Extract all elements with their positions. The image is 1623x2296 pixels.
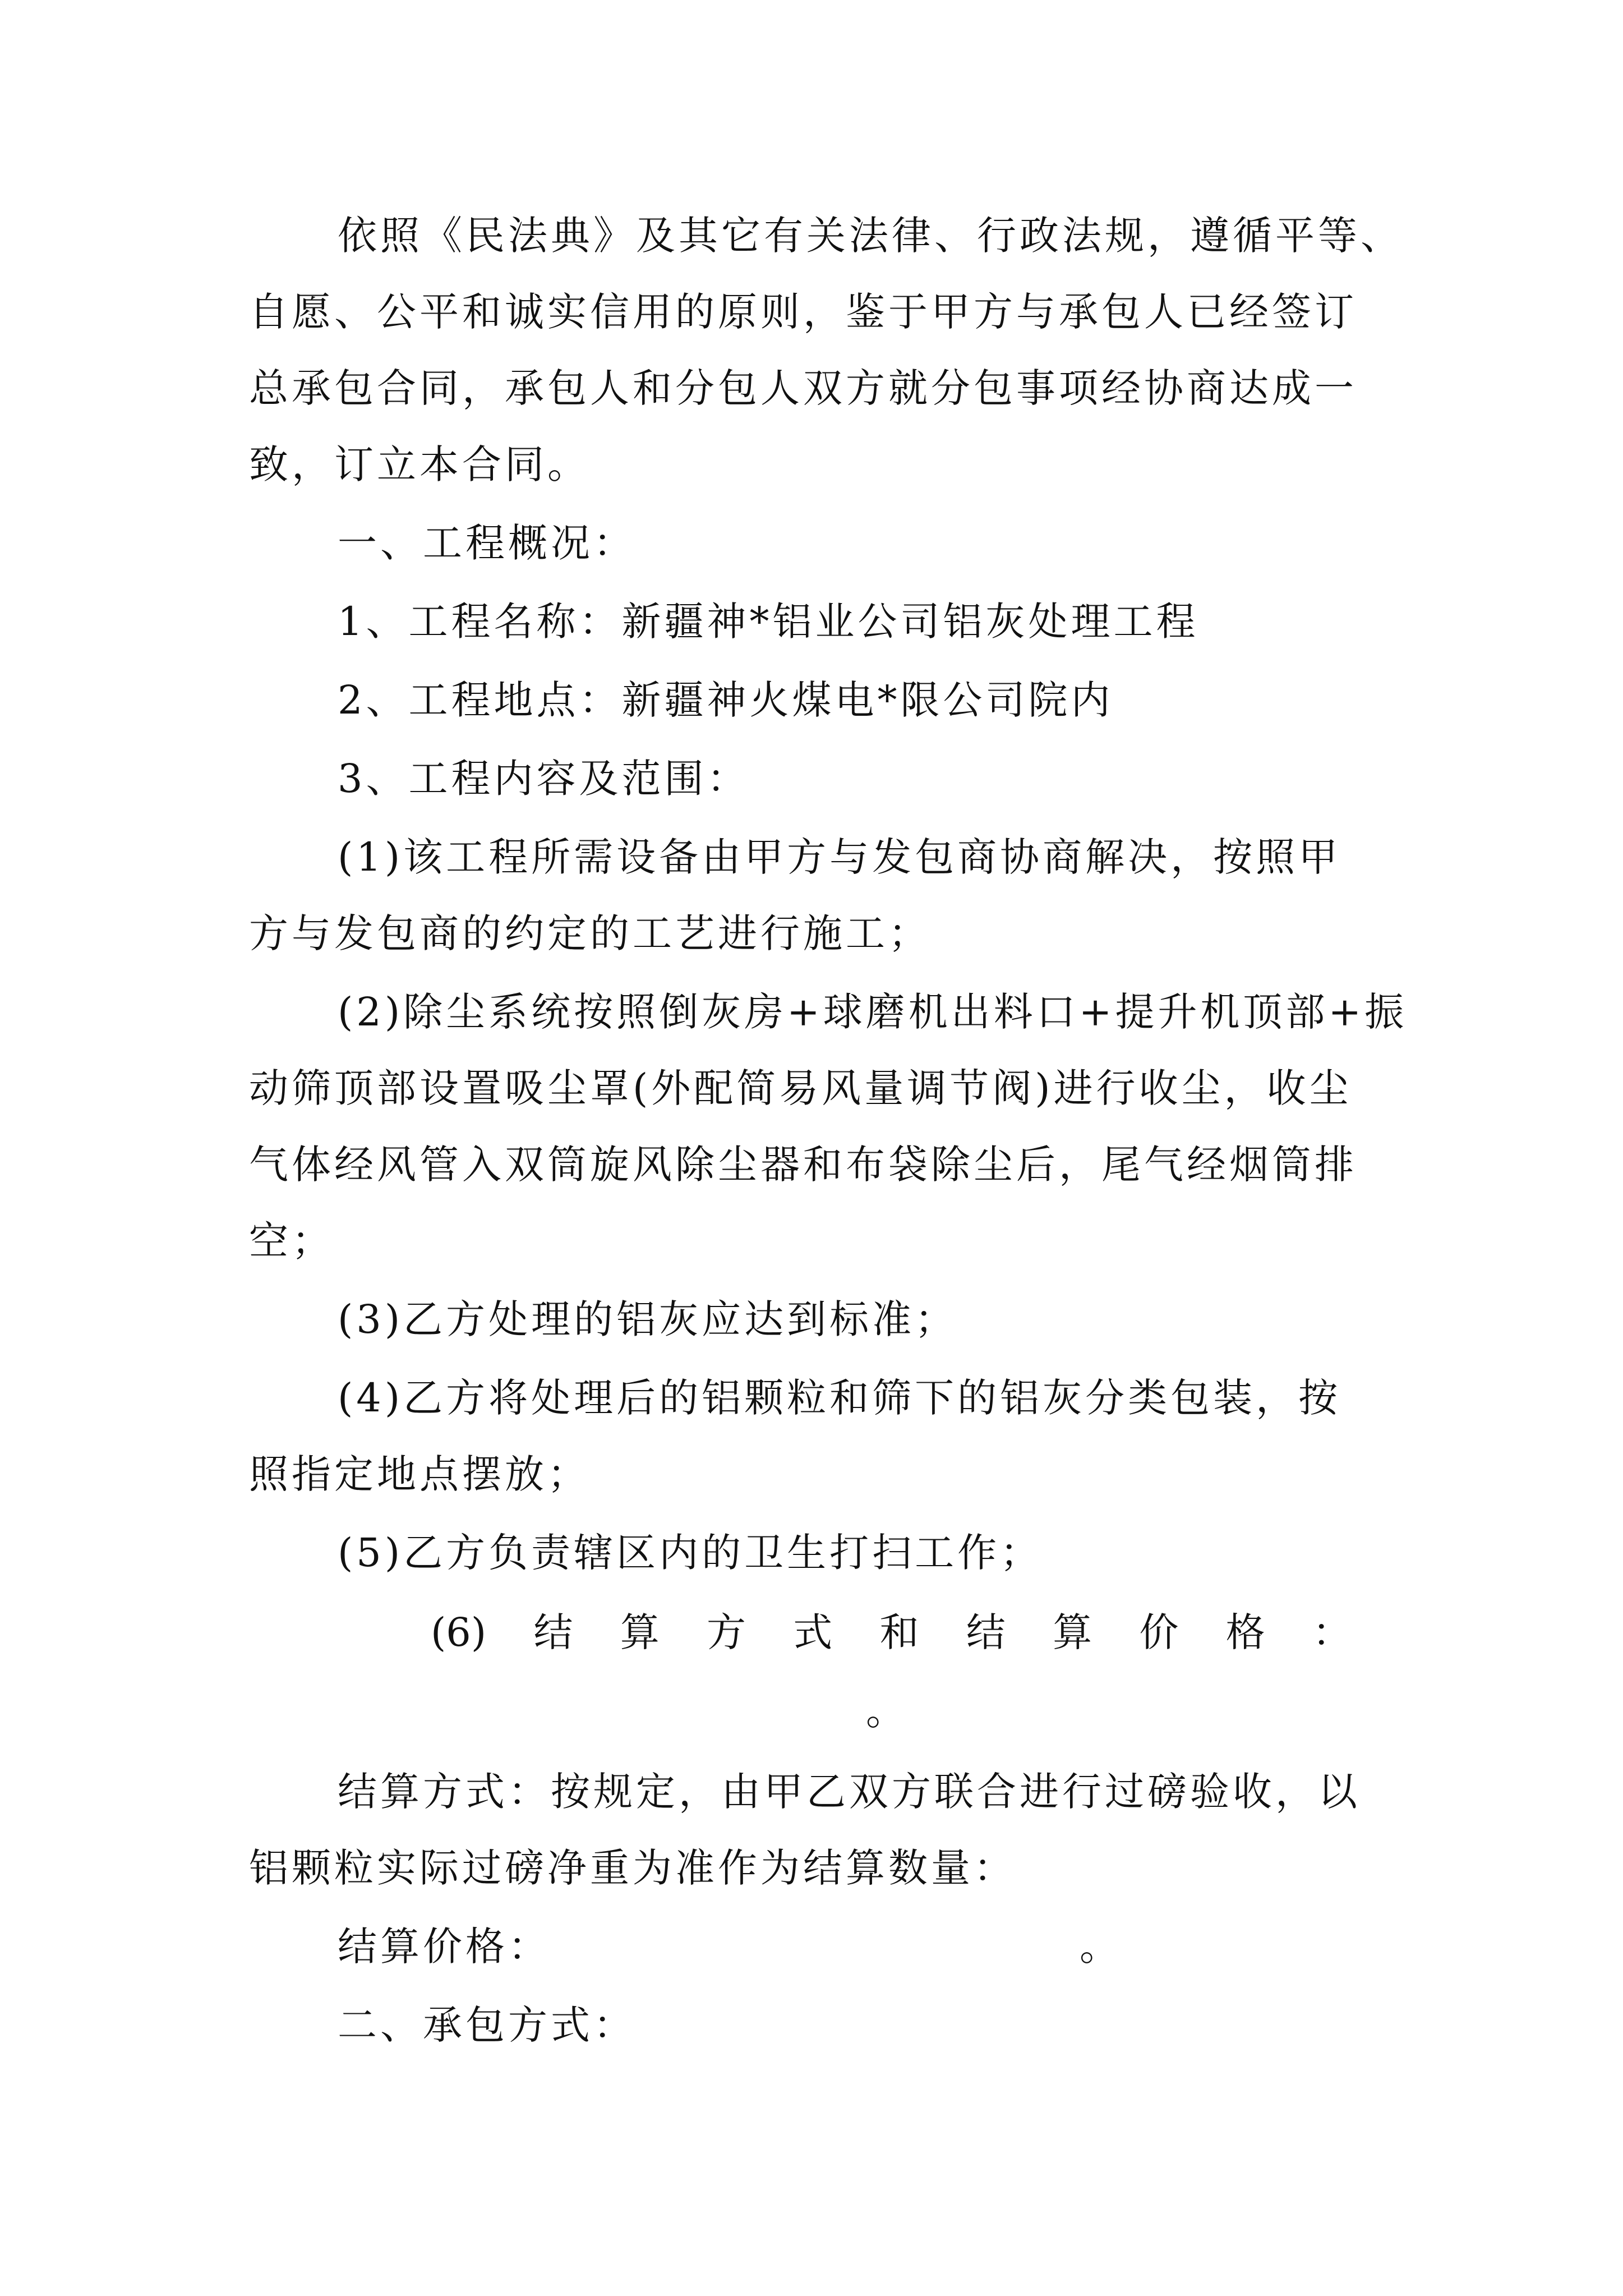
spread-char: 算 <box>1053 1609 1092 1655</box>
scope-item-2-line-3: 气体经风管入双筒旋风除尘器和布袋除尘后，尾气经烟筒排 <box>249 1142 1357 1188</box>
spread-char: 结 <box>966 1609 1006 1655</box>
scope-item-2-line-2: 动筛顶部设置吸尘罩(外配简易风量调节阀)进行收尘，收尘 <box>249 1065 1352 1111</box>
settlement-price-period: 。 <box>1080 1924 1119 1970</box>
scope-item-1-line-2: 方与发包商的约定的工艺进行施工； <box>249 910 931 956</box>
paragraph-intro-line-2: 自愿、公平和诚实信用的原则，鉴于甲方与承包人已经签订 <box>249 289 1357 335</box>
spread-char: 算 <box>620 1609 660 1655</box>
paragraph-intro-line-4: 致，订立本合同。 <box>249 441 590 487</box>
scope-item-4-line-2: 照指定地点摆放； <box>249 1451 590 1497</box>
settlement-method-line-2: 铝颗粒实际过磅净重为准作为结算数量： <box>249 1845 1016 1891</box>
scope-item-3: (3)乙方处理的铝灰应达到标准； <box>338 1296 958 1342</box>
spread-char: 和 <box>879 1609 919 1655</box>
scope-item-6-heading <box>431 1607 1352 1658</box>
scope-item-2-line-4: 空； <box>249 1218 334 1264</box>
settlement-price-label: 结算价格： <box>338 1924 551 1970</box>
scope-item-5: (5)乙方负责辖区内的卫生打扫工作； <box>338 1530 1043 1576</box>
scope-item-2-line-1: (2)除尘系统按照倒灰房+球磨机出料口+提升机顶部+振 <box>338 989 1408 1035</box>
section-heading-project-overview: 一、工程概况： <box>338 520 636 566</box>
item-project-name: 1、工程名称：新疆神*铝业公司铝灰处理工程 <box>338 599 1199 645</box>
spread-char: ： <box>1312 1609 1352 1655</box>
spread-char: 价 <box>1139 1609 1179 1655</box>
spread-char: (6) <box>431 1609 487 1655</box>
paragraph-intro-line-3: 总承包合同，承包人和分包人双方就分包事项经协商达成一 <box>249 365 1357 411</box>
spread-char: 方 <box>707 1609 746 1655</box>
settlement-method-line-1: 结算方式：按规定，由甲乙双方联合进行过磅验收，以 <box>338 1769 1361 1815</box>
scope-item-1-line-1: (1)该工程所需设备由甲方与发包商协商解决，按照甲 <box>338 834 1341 880</box>
item-project-location: 2、工程地点：新疆神火煤电*限公司院内 <box>338 677 1114 723</box>
item-project-scope: 3、工程内容及范围： <box>338 756 750 802</box>
section-heading-contracting-method: 二、承包方式： <box>338 2002 636 2048</box>
spread-char: 式 <box>793 1609 833 1655</box>
scope-item-4-line-1: (4)乙方将处理后的铝颗粒和筛下的铝灰分类包装，按 <box>338 1375 1341 1421</box>
spread-char: 结 <box>533 1609 573 1655</box>
paragraph-intro-line-1: 依照《民法典》及其它有关法律、行政法规，遵循平等、 <box>338 213 1403 259</box>
blank-period-mark: 。 <box>866 1688 905 1734</box>
spread-char: 格 <box>1225 1609 1265 1655</box>
